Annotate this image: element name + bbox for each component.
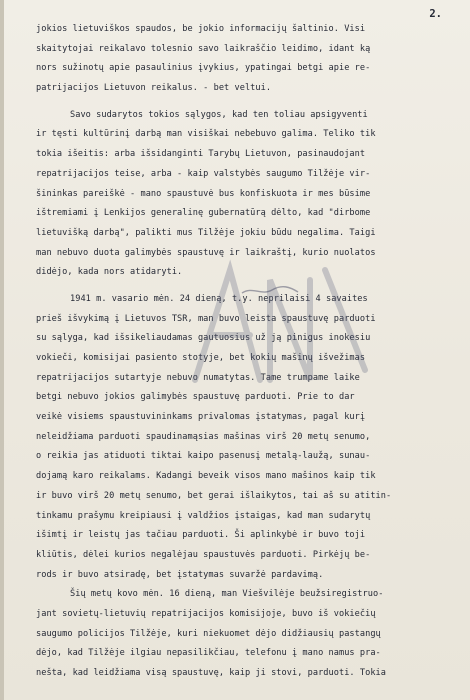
page-number: 2. — [429, 8, 442, 20]
text-line: veikė visiems spaustuvininkams privalomas įstatymas, pagal kurį — [36, 412, 366, 423]
text-line: jokios lietuviškos spaudos, be jokio informacijų šaltinio. Visi — [36, 24, 366, 34]
text-line: skaitytojai reikalavo tolesnio savo laikraščio leidimo, idant ką — [36, 43, 371, 54]
text-line: tinkamu prašymu kreipiausi į valdžios įstaigas, kad man sudarytų — [36, 510, 371, 521]
text-line: man nebuvo duota galimybės spaustuvę ir laikraštį, kurio nuolatos — [36, 247, 376, 258]
text-line: repatrijacijos sutartyje nebuvo numatytas. Tame trumpame laike — [36, 372, 360, 383]
text-line: ir buvo virš 20 metų senumo, bet gerai išlaikytos, tai aš su atitin- — [36, 490, 392, 501]
text-line: betgi nebuvo jokios galimybės spaustuvę parduoti. Prie to dar — [36, 392, 355, 403]
page-edge — [0, 0, 4, 700]
text-line: ir tęsti kultūrinį darbą man visiškai nebebuvo galima. Teliko tik — [36, 129, 376, 140]
document-body — [36, 20, 456, 684]
text-line: didėjo, kada nors atidaryti. — [36, 267, 183, 278]
text-line: o reikia jas atiduoti tiktai kaipo pasenusį metalą-laužą, sunau- — [36, 451, 371, 462]
paragraph-2 — [36, 106, 456, 283]
text-line: jant sovietų-lietuvių repatrijacijos komisijoje, buvo iš vokiečių — [36, 608, 376, 619]
text-line: nešta, kad leidžiama visą spaustuvę, kaip ji stovi, parduoti. Tokia — [36, 668, 386, 678]
text-line: tokia išeitis: arba išsidanginti Tarybų Lietuvon, pasinaudojant — [36, 149, 366, 160]
text-line: nors sužinotų apie pasaulinius įvykius, ypatingai betgi apie re- — [36, 63, 371, 74]
text-line: repatrijacijos teise, arba - kaip valstybės saugumo Tilžėje vir- — [36, 168, 371, 179]
paragraph-3 — [36, 290, 456, 585]
text-line: Savo sudarytos tokios sąlygos, kad ten toliau apsigyventi — [70, 109, 368, 120]
text-line: su sąlyga, kad išsikeliaudamas gautuosius už ją pinigus inokesiu — [36, 333, 371, 344]
paragraph-4 — [36, 585, 456, 683]
text-line: lietuvišką darbą", palikti mus Tilžėje jokiu būdu negalima. Taigi — [36, 227, 376, 238]
text-line: rods ir buvo atsiradę, bet įstatymas suvaržė pardavimą. — [36, 569, 324, 580]
text-line: 1941 m. vasario mėn. 24 dieną, t.y. neprilaisi 4 savaites — [70, 293, 368, 304]
text-line: vokieči, komisijai pasiento stotyje, bet kokių mašinų išvežimas — [36, 353, 366, 363]
text-line: dojamą karo reikalams. Kadangi beveik visos mano mašinos kaip tik — [36, 471, 376, 482]
text-line: prieš išvykimą į Lietuvos TSR, man buvo leista spaustuvę parduoti — [36, 313, 376, 324]
text-line: neleidžiama parduoti spaudinamąsias mašinas virš 20 metų senumo, — [36, 431, 371, 442]
text-line: kliūtis, dėlei kurios negalėjau spaustuvės parduoti. Pirkėjų be- — [36, 549, 371, 560]
text-line: dėjo, kad Tilžėje ilgiau nepasilikčiau, telefonu į mano namus pra- — [36, 648, 381, 659]
text-line: Šių metų kovo mėn. 16 dieną, man Viešvilėje beužsiregistruo- — [70, 589, 384, 600]
text-line: šininkas pareiškė - mano spaustuvė bus konfiskuota ir mes būsime — [36, 188, 371, 199]
text-line: ištremiami į Lenkijos generalinę gubernatūrą dėlto, kad "dirbome — [36, 208, 371, 219]
paragraph-1 — [36, 20, 456, 99]
text-line: saugumo policijos Tilžėje, kuri niekuomet dėjo didžiausių pastangų — [36, 628, 381, 639]
text-line: patrijacijos Lietuvon reikalus. - bet veltui. — [36, 83, 272, 94]
text-line: išimtį ir leistų jas tačiau parduoti. Ši aplinkybė ir buvo toji — [36, 530, 366, 541]
